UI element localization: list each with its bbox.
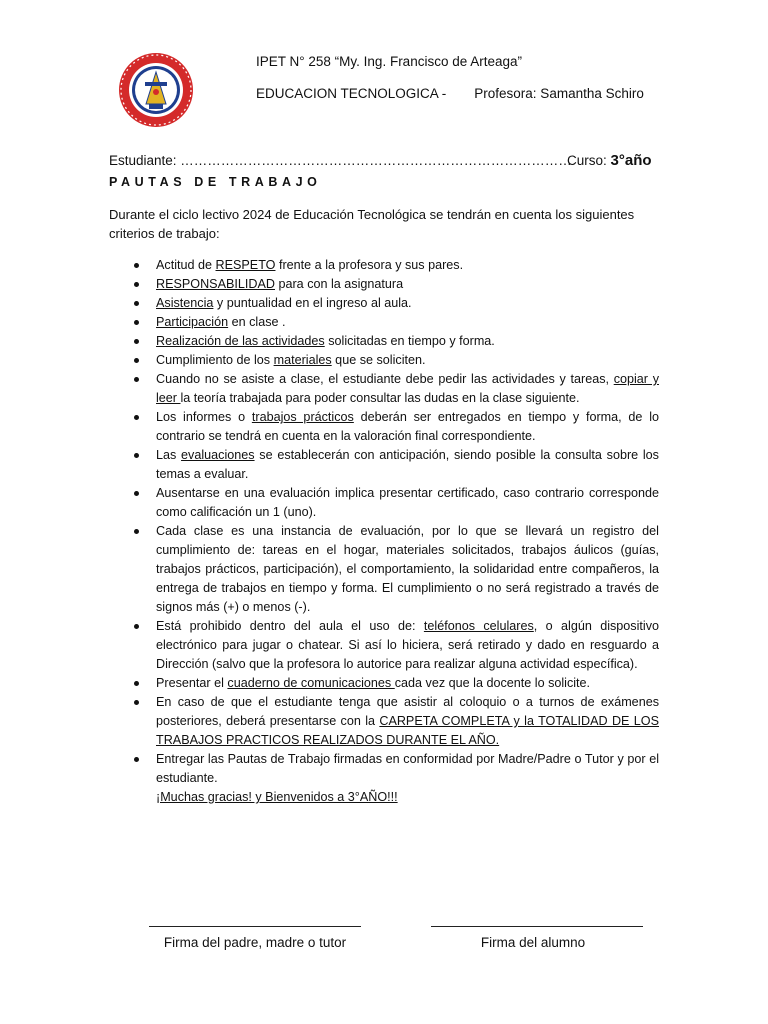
rule-item xyxy=(109,332,659,351)
rule-item xyxy=(109,408,659,446)
rule-emphasis: CARPETA COMPLETA y la TOTALIDAD DE LOS TRABAJOS PRACTICOS REALIZADOS DURANTE EL AÑO. xyxy=(156,714,659,747)
intro-paragraph: Durante el ciclo lectivo 2024 de Educación Tecnológica se tendrán en cuenta los siguientes criterios de trabajo: xyxy=(109,207,635,241)
rule-item xyxy=(109,294,659,313)
rule-emphasis: cuaderno de comunicaciones xyxy=(227,676,395,690)
teacher-name: Profesora: Samantha Schiro xyxy=(474,86,644,101)
student-field: Estudiante: …………………………………………………………………………… xyxy=(109,153,572,168)
rule-text: , o algún dispositivo electrónico para jugar o chatear. Si así lo hiciera, será retirado y dado en resguardo a Dirección (salvo que la profesora lo autorice para realizar alguna actividad específica). xyxy=(156,619,659,671)
rule-text: frente a la profesora y sus pares. xyxy=(275,258,464,272)
signature-label-student: Firma del alumno xyxy=(480,935,586,950)
rule-item xyxy=(109,484,659,522)
rule-text: Cumplimiento de los xyxy=(156,353,274,367)
rule-item xyxy=(109,313,659,332)
rule-emphasis: teléfonos celulares xyxy=(423,619,534,633)
rule-text: se establecerán con anticipación, siendo posible la consulta sobre los temas a evaluar. xyxy=(156,448,659,481)
rule-text: Actitud de xyxy=(156,258,216,272)
rule-emphasis: trabajos prácticos xyxy=(251,410,354,424)
rule-text: en clase . xyxy=(228,315,286,329)
rule-text: En caso de que el estudiante tenga que asistir al coloquio o a turnos de exámenes posteriores, deberá presentarse con la xyxy=(156,695,659,728)
rule-text: Las xyxy=(156,448,182,462)
rule-item xyxy=(109,674,659,693)
closing-message: ¡Muchas gracias! y Bienvenidos a 3°AÑO!!! xyxy=(156,790,398,804)
rule-text: Ausentarse en una evaluación implica presentar certificado, caso contrario corresponde como calificación un 1 (uno). xyxy=(156,486,659,519)
course-label: Curso: xyxy=(567,153,611,168)
signature-label-parent: Firma del padre, madre o tutor xyxy=(163,935,347,950)
rule-emphasis: materiales xyxy=(273,353,332,367)
rule-text: Presentar el xyxy=(156,676,228,690)
rule-text: y puntualidad en el ingreso al aula. xyxy=(213,296,412,310)
rule-emphasis: RESPETO xyxy=(215,258,276,272)
rule-text: Cada clase es una instancia de evaluación, por lo que se llevará un registro del cumplimiento de: tareas en el hogar, materiales solicitados, trabajos áulicos (guías, trabajos prácticos, participación), el comportamiento, la solidaridad entre compañeros, la entrega de trabajos en tiempo y forma. El cumplimiento o no será registrado a través de signos más (+) o menos (-). xyxy=(156,524,659,614)
signature-line-parent xyxy=(149,926,361,927)
rule-item xyxy=(109,256,659,275)
school-name: IPET N° 258 “My. Ing. Francisco de Arteaga” xyxy=(256,54,523,69)
rule-text: para con la asignatura xyxy=(274,277,404,291)
rule-text: que se soliciten. xyxy=(331,353,426,367)
signature-line-student xyxy=(431,926,643,927)
rule-text: solicitadas en tiempo y forma. xyxy=(324,334,495,348)
document-title: PAUTAS DE TRABAJO xyxy=(109,175,322,189)
rule-item xyxy=(109,370,659,408)
rule-item xyxy=(109,750,659,807)
rule-text: Los informes o xyxy=(156,410,252,424)
rules-list xyxy=(109,256,659,807)
rule-emphasis: Asistencia xyxy=(156,296,214,310)
course-value: 3°año xyxy=(610,152,652,169)
rule-text: la teoría trabajada para poder consultar las dudas en la clase siguiente. xyxy=(180,391,580,405)
rule-text: Entregar las Pautas de Trabajo firmadas en conformidad por Madre/Padre o Tutor y por el estudiante. xyxy=(156,752,659,785)
rule-text: Está prohibido dentro del aula el uso de: xyxy=(156,619,424,633)
rule-emphasis: RESPONSABILIDAD xyxy=(156,277,275,291)
rule-item xyxy=(109,351,659,370)
rule-text: deberán ser entregados en tiempo y forma, de lo contrario se tendrá en cuenta en la valoración final correspondiente. xyxy=(156,410,659,443)
course-field xyxy=(567,152,652,169)
rule-item xyxy=(109,275,659,294)
rule-emphasis: Realización de las actividades xyxy=(156,334,325,348)
rule-item xyxy=(109,693,659,750)
rule-item xyxy=(109,617,659,674)
rule-text: Cuando no se asiste a clase, el estudiante debe pedir las actividades y tareas, xyxy=(156,372,614,386)
rule-emphasis: Participación xyxy=(156,315,229,329)
subject-name: EDUCACION TECNOLOGICA - xyxy=(256,86,447,101)
rule-item xyxy=(109,446,659,484)
school-logo xyxy=(116,52,196,128)
rule-emphasis: copiar y leer xyxy=(156,372,659,405)
subject-line xyxy=(256,86,644,101)
rule-text: cada vez que la docente lo solicite. xyxy=(394,676,591,690)
rule-emphasis: evaluaciones xyxy=(181,448,255,462)
school-seal-icon xyxy=(116,52,196,128)
rule-item xyxy=(109,522,659,617)
